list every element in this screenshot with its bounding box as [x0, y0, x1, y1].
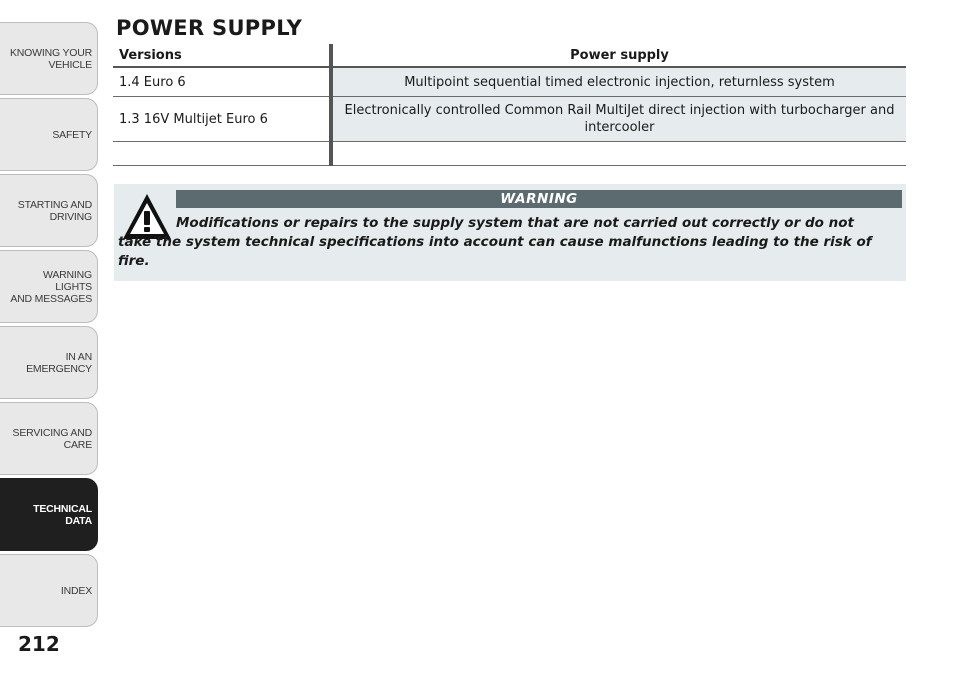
- tab-label: SERVICING AND CARE: [12, 426, 92, 451]
- power-supply-cell: [331, 142, 906, 166]
- warning-box: [114, 184, 906, 281]
- page-number: 212: [18, 632, 60, 656]
- tab-label: SAFETY: [52, 128, 92, 141]
- tab-label: IN AN EMERGENCY: [26, 350, 92, 375]
- warning-heading: WARNING: [176, 190, 902, 208]
- tab-in-an-emergency[interactable]: [0, 326, 98, 399]
- tab-label: TECHNICAL DATA: [33, 502, 92, 527]
- table-row: [113, 97, 906, 142]
- section-title: POWER SUPPLY: [116, 16, 303, 40]
- tab-index[interactable]: [0, 554, 98, 627]
- column-header-power-supply: Power supply: [331, 44, 906, 67]
- tab-label: KNOWING YOUR VEHICLE: [10, 46, 92, 71]
- table-row: [113, 67, 906, 97]
- tab-starting-and-driving[interactable]: [0, 174, 98, 247]
- power-supply-cell: Multipoint sequential timed electronic injection, returnless system: [331, 67, 906, 97]
- tab-label: INDEX: [60, 584, 92, 597]
- tab-label: WARNING LIGHTS AND MESSAGES: [10, 268, 92, 305]
- version-cell: 1.4 Euro 6: [113, 67, 331, 97]
- table-header-row: [113, 44, 906, 67]
- tab-servicing-and-care[interactable]: [0, 402, 98, 475]
- tab-label: STARTING AND DRIVING: [17, 198, 92, 223]
- warning-text: Modifications or repairs to the supply system that are not carried out correctly or do not take the system technical specifications into account can cause malfunctions leading to the risk of fire.: [118, 215, 872, 269]
- version-cell: 1.3 16V Multijet Euro 6: [113, 97, 331, 142]
- version-cell: [113, 142, 331, 166]
- table-row: [113, 142, 906, 166]
- tab-knowing-your-vehicle[interactable]: [0, 22, 98, 95]
- power-supply-table: [113, 44, 906, 166]
- tab-warning-lights-and-messages[interactable]: [0, 250, 98, 323]
- column-header-versions: Versions: [113, 44, 331, 67]
- power-supply-cell: Electronically controlled Common Rail MultiJet direct injection with turbocharger and intercooler: [331, 97, 906, 142]
- tab-technical-data[interactable]: [0, 478, 98, 551]
- tab-safety[interactable]: [0, 98, 98, 171]
